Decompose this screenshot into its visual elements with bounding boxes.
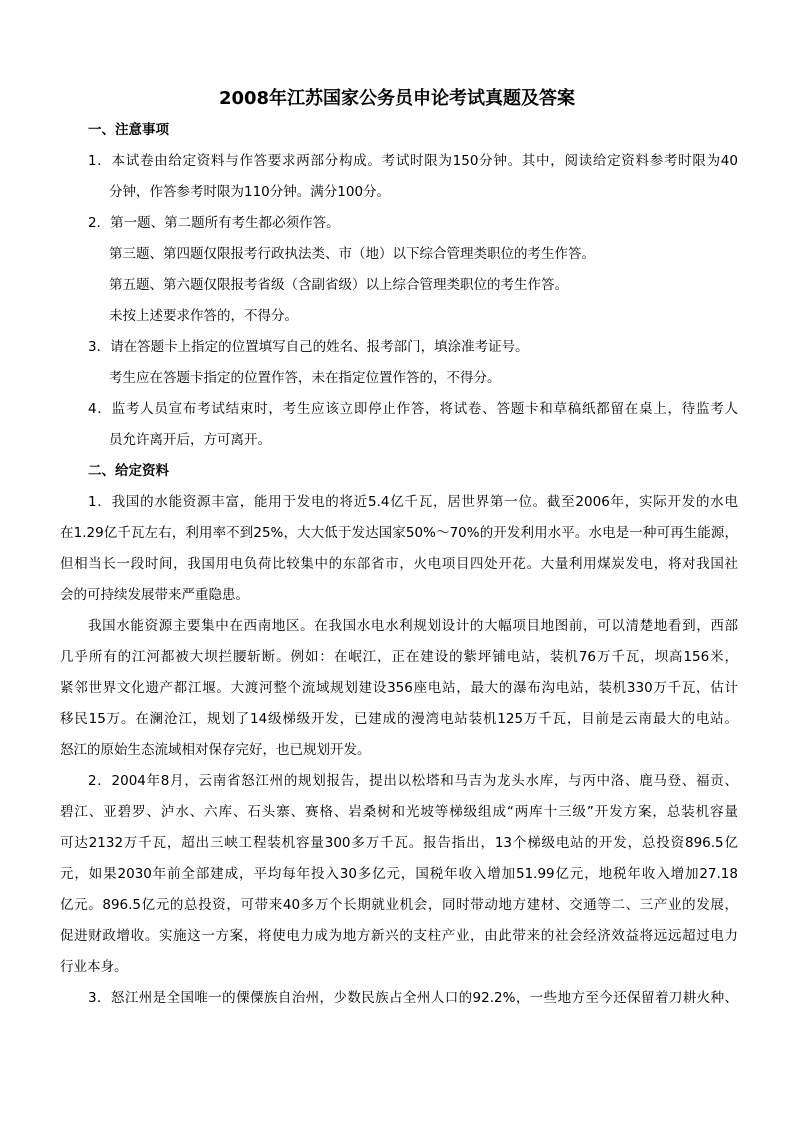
- text-line: 2．第一题、第二题所有考生都必须作答。: [88, 215, 340, 231]
- text-line: 碧江、亚碧罗、泸水、六库、石头寨、赛格、岩桑树和光坡等梯级组成“两库十三级”开发方案，总装机容量: [60, 804, 738, 820]
- paragraph: [60, 487, 738, 611]
- text-line: 1．我国的水能资源丰富，能用于发电的将近5.4亿千瓦，居世界第一位。截至2006年，实际开发的水电: [88, 494, 738, 510]
- text-line: 但相当长一段时间，我国用电负荷比较集中的东部省市，火电项目四处开花。大量利用煤炭发电，将对我国社: [60, 556, 738, 572]
- text-line: 几乎所有的江河都被大坝拦腰斩断。例如：在岷江，正在建设的紫坪铺电站，装机76万千瓦，坝高156米，: [60, 649, 738, 665]
- notice-item: [60, 394, 738, 456]
- text-line: 员允许离开后，方可离开。: [109, 432, 271, 448]
- text-line: 1．本试卷由给定资料与作答要求两部分构成。考试时限为150分钟。其中，阅读给定资料参考时限为40: [88, 153, 738, 169]
- paragraph: [60, 611, 738, 766]
- notice-item: [60, 270, 738, 301]
- notice-item: [60, 363, 738, 394]
- notice-item: [60, 239, 738, 270]
- notice-item: [60, 146, 738, 208]
- text-line: 第三题、第四题仅限报考行政执法类、市（地）以下综合管理类职位的考生作答。: [109, 246, 595, 262]
- paragraph: [60, 766, 738, 983]
- text-line: 元，如果2030年前全部建成，平均每年投入30多亿元，国税年收入增加51.99亿元，地税年收入增加27.18: [60, 866, 738, 882]
- text-line: 3．请在答题卡上指定的位置填写自己的姓名、报考部门，填涂准考证号。: [88, 339, 529, 355]
- text-line: 3．怒江州是全国唯一的傈僳族自治州，少数民族占全州人口的92.2%，一些地方至今还保留着刀耕火种、: [88, 990, 738, 1006]
- text-line: 促进财政增收。实施这一方案，将使电力成为地方新兴的支柱产业，由此带来的社会经济效益将远远超过电力: [60, 928, 738, 944]
- section-heading: 二、给定资料: [88, 463, 169, 479]
- notice-item: [60, 301, 738, 332]
- paragraph: [60, 983, 738, 1014]
- notice-item: [60, 208, 738, 239]
- text-line: 分钟，作答参考时限为110分钟。满分100分。: [109, 184, 391, 200]
- text-line: 第五题、第六题仅限报考省级（含副省级）以上综合管理类职位的考生作答。: [109, 277, 568, 293]
- text-line: 会的可持续发展带来严重隐患。: [60, 587, 249, 603]
- text-line: 怒江的原始生态流域相对保存完好，也已规划开发。: [60, 742, 371, 758]
- text-line: 移民15万。在澜沧江，规划了14级梯级开发，已建成的漫湾电站装机125万千瓦，目前是云南最大的电站。: [60, 711, 738, 727]
- text-line: 未按上述要求作答的，不得分。: [109, 308, 298, 324]
- document-title: 2008年江苏国家公务员申论考试真题及答案: [218, 88, 576, 109]
- text-line: 紧邻世界文化遗产都江堰。大渡河整个流域规划建设356座电站，最大的瀑布沟电站，装机330万千瓦，估计: [60, 680, 738, 696]
- section-heading: 一、注意事项: [88, 122, 169, 138]
- text-line: 2．2004年8月，云南省怒江州的规划报告，提出以松塔和马吉为龙头水库，与丙中洛、鹿马登、福贡、: [88, 773, 738, 789]
- text-line: 行业本身。: [60, 959, 128, 975]
- text-line: 亿元。896.5亿元的总投资，可带来40多万个长期就业机会，同时带动地方建材、交通等二、三产业的发展，: [60, 897, 738, 913]
- text-line: 4．监考人员宣布考试结束时，考生应该立即停止作答，将试卷、答题卡和草稿纸都留在桌上，待监考人: [88, 401, 738, 417]
- text-line: 可达2132万千瓦，超出三峡工程装机容量300多万千瓦。报告指出，13个梯级电站的开发，总投资896.5亿: [60, 835, 738, 851]
- text-line: 考生应在答题卡指定的位置作答，未在指定位置作答的，不得分。: [109, 370, 501, 386]
- document-body: [60, 115, 738, 1014]
- text-line: 我国水能资源主要集中在西南地区。在我国水电水利规划设计的大幅项目地图前，可以清楚地看到，西部: [88, 618, 738, 634]
- text-line: 在1.29亿千瓦左右，利用率不到25%，大大低于发达国家50%～70%的开发利用水平。水电是一种可再生能源，: [60, 525, 738, 541]
- notice-item: [60, 332, 738, 363]
